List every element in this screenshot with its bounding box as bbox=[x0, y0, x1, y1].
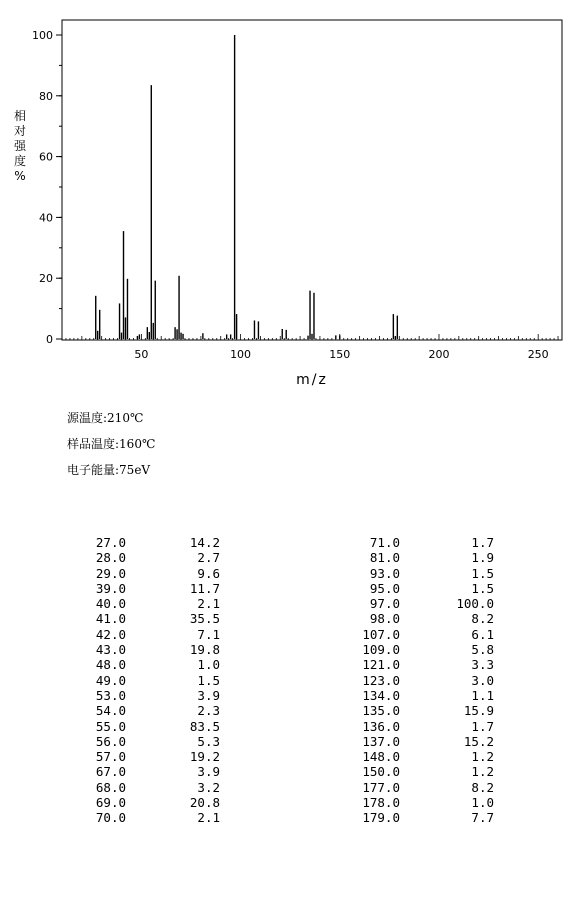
abundance-value: 11.7 bbox=[189, 580, 220, 596]
abundance-value: 20.8 bbox=[189, 795, 220, 811]
abundance-value: 6.1 bbox=[471, 626, 494, 642]
abundance-value: 8.2 bbox=[471, 779, 494, 795]
y-tick-label: 80 bbox=[39, 89, 53, 103]
peak-table-row bbox=[344, 535, 494, 550]
peak-table-row bbox=[344, 734, 494, 749]
abundance-value: 3.0 bbox=[471, 672, 494, 688]
peak-table-row bbox=[70, 688, 220, 703]
peak-table-row bbox=[344, 611, 494, 626]
y-label-char: 强 bbox=[13, 139, 27, 153]
mz-value: 136.0 bbox=[362, 718, 400, 734]
abundance-value: 1.0 bbox=[471, 795, 494, 811]
peak-table-row bbox=[70, 581, 220, 596]
abundance-value: 9.6 bbox=[197, 565, 220, 581]
y-label-char: 对 bbox=[13, 124, 27, 138]
mz-value: 40.0 bbox=[95, 596, 126, 612]
mz-value: 27.0 bbox=[95, 535, 126, 550]
mz-value: 68.0 bbox=[95, 779, 126, 795]
mz-value: 150.0 bbox=[362, 764, 400, 780]
x-tick-label: 200 bbox=[428, 348, 450, 361]
abundance-value: 19.2 bbox=[189, 749, 220, 765]
mz-value: 69.0 bbox=[95, 795, 126, 811]
mass-spectrum-chart bbox=[0, 0, 570, 390]
mz-value: 97.0 bbox=[369, 596, 400, 612]
abundance-value: 1.9 bbox=[471, 550, 494, 566]
peak-table-row bbox=[70, 657, 220, 672]
y-tick-label: 60 bbox=[39, 150, 53, 164]
mz-value: 109.0 bbox=[362, 642, 400, 658]
abundance-value: 5.8 bbox=[471, 642, 494, 658]
y-tick-label: 0 bbox=[46, 333, 53, 346]
peak-table-row bbox=[344, 642, 494, 657]
peak-table-row bbox=[344, 581, 494, 596]
peak-table-row bbox=[70, 734, 220, 749]
abundance-value: 19.8 bbox=[189, 642, 220, 658]
abundance-value: 3.9 bbox=[197, 764, 220, 780]
abundance-value: 15.9 bbox=[463, 703, 494, 719]
peak-table-row bbox=[344, 764, 494, 779]
peak-table-row bbox=[70, 749, 220, 764]
mz-value: 54.0 bbox=[95, 703, 126, 719]
peak-table-row bbox=[70, 611, 220, 626]
abundance-value: 14.2 bbox=[189, 535, 220, 550]
abundance-value: 1.7 bbox=[471, 535, 494, 550]
y-label-char: 度 bbox=[13, 154, 27, 168]
peak-table-row bbox=[344, 719, 494, 734]
abundance-value: 1.5 bbox=[197, 672, 220, 688]
mz-value: 95.0 bbox=[369, 580, 400, 596]
abundance-value: 3.2 bbox=[197, 779, 220, 795]
mz-value: 177.0 bbox=[362, 779, 400, 795]
abundance-value: 1.1 bbox=[471, 687, 494, 703]
abundance-value: 2.1 bbox=[197, 810, 220, 826]
electron-energy: 电子能量:75eV bbox=[67, 463, 151, 477]
abundance-value: 15.2 bbox=[463, 733, 494, 749]
mz-value: 29.0 bbox=[95, 565, 126, 581]
y-tick-label: 20 bbox=[39, 272, 53, 286]
abundance-value: 1.0 bbox=[197, 657, 220, 673]
mz-value: 56.0 bbox=[95, 733, 126, 749]
x-tick-label: 50 bbox=[134, 348, 149, 361]
peak-table-row bbox=[344, 795, 494, 810]
peak-table-row bbox=[344, 810, 494, 825]
mz-value: 135.0 bbox=[362, 703, 400, 719]
mz-value: 48.0 bbox=[95, 657, 126, 673]
abundance-value: 2.3 bbox=[197, 703, 220, 719]
peak-table-row bbox=[70, 535, 220, 550]
abundance-value: 35.5 bbox=[189, 611, 220, 627]
mz-value: 42.0 bbox=[95, 626, 126, 642]
peak-table-row bbox=[344, 596, 494, 611]
abundance-value: 7.7 bbox=[471, 810, 494, 826]
abundance-value: 3.9 bbox=[197, 687, 220, 703]
y-label-char: 相 bbox=[13, 109, 27, 123]
peak-table-row bbox=[70, 810, 220, 825]
x-tick-label: 100 bbox=[230, 348, 252, 361]
mz-value: 55.0 bbox=[95, 718, 126, 734]
peak-table-row bbox=[70, 596, 220, 611]
mz-value: 98.0 bbox=[369, 611, 400, 627]
peak-table-row bbox=[344, 749, 494, 764]
y-tick-label: 40 bbox=[39, 211, 53, 225]
peak-table-row bbox=[70, 764, 220, 779]
y-tick-label: 100 bbox=[32, 29, 53, 42]
peak-table-row bbox=[70, 566, 220, 581]
peak-table-row bbox=[70, 703, 220, 718]
peak-table-row bbox=[70, 673, 220, 688]
peak-table-row bbox=[70, 550, 220, 565]
abundance-value: 1.2 bbox=[471, 749, 494, 765]
y-axis-label bbox=[14, 108, 27, 183]
source-temperature: 源温度:210℃ bbox=[67, 411, 144, 425]
mz-value: 123.0 bbox=[362, 672, 400, 688]
spectrum-peaks bbox=[96, 35, 398, 339]
x-tick-label: 150 bbox=[329, 348, 351, 361]
peak-table-row bbox=[70, 795, 220, 810]
abundance-value: 1.5 bbox=[471, 565, 494, 581]
mz-value: 121.0 bbox=[362, 657, 400, 673]
mz-value: 178.0 bbox=[362, 795, 400, 811]
abundance-value: 100.0 bbox=[456, 596, 494, 612]
mz-value: 28.0 bbox=[95, 550, 126, 566]
mz-value: 39.0 bbox=[95, 580, 126, 596]
peak-table-row bbox=[70, 780, 220, 795]
peak-table-row bbox=[70, 719, 220, 734]
y-axis bbox=[32, 29, 62, 346]
mz-value: 70.0 bbox=[95, 810, 126, 826]
abundance-value: 1.5 bbox=[471, 580, 494, 596]
abundance-value: 2.7 bbox=[197, 550, 220, 566]
y-label-char: % bbox=[14, 169, 26, 183]
mz-value: 81.0 bbox=[369, 550, 400, 566]
mz-value: 67.0 bbox=[95, 764, 126, 780]
plot-frame bbox=[62, 20, 562, 340]
mz-value: 57.0 bbox=[95, 749, 126, 765]
abundance-value: 83.5 bbox=[189, 718, 220, 734]
mz-value: 71.0 bbox=[369, 535, 400, 550]
abundance-value: 7.1 bbox=[197, 626, 220, 642]
mz-value: 134.0 bbox=[362, 687, 400, 703]
abundance-value: 5.3 bbox=[197, 733, 220, 749]
peak-table-row bbox=[344, 550, 494, 565]
peak-table-left bbox=[70, 535, 220, 826]
peak-table-row bbox=[344, 780, 494, 795]
abundance-value: 8.2 bbox=[471, 611, 494, 627]
mz-value: 49.0 bbox=[95, 672, 126, 688]
x-tick-label: 250 bbox=[527, 348, 549, 361]
peak-table-right bbox=[344, 535, 494, 826]
peak-table-row bbox=[344, 566, 494, 581]
peak-table-row bbox=[70, 627, 220, 642]
peak-table-row bbox=[70, 642, 220, 657]
mz-value: 53.0 bbox=[95, 687, 126, 703]
mz-value: 148.0 bbox=[362, 749, 400, 765]
abundance-value: 1.7 bbox=[471, 718, 494, 734]
peak-table-row bbox=[344, 673, 494, 688]
mz-value: 137.0 bbox=[362, 733, 400, 749]
sample-temperature: 样品温度:160℃ bbox=[67, 437, 156, 451]
mz-value: 41.0 bbox=[95, 611, 126, 627]
peak-table-row bbox=[344, 657, 494, 672]
mz-value: 93.0 bbox=[369, 565, 400, 581]
mz-value: 43.0 bbox=[95, 642, 126, 658]
abundance-value: 2.1 bbox=[197, 596, 220, 612]
mz-value: 179.0 bbox=[362, 810, 400, 826]
x-axis-label: m/z bbox=[296, 372, 328, 388]
mz-value: 107.0 bbox=[362, 626, 400, 642]
abundance-value: 1.2 bbox=[471, 764, 494, 780]
peak-table-row bbox=[344, 703, 494, 718]
peak-table-row bbox=[344, 688, 494, 703]
abundance-value: 3.3 bbox=[471, 657, 494, 673]
peak-table-row bbox=[344, 627, 494, 642]
